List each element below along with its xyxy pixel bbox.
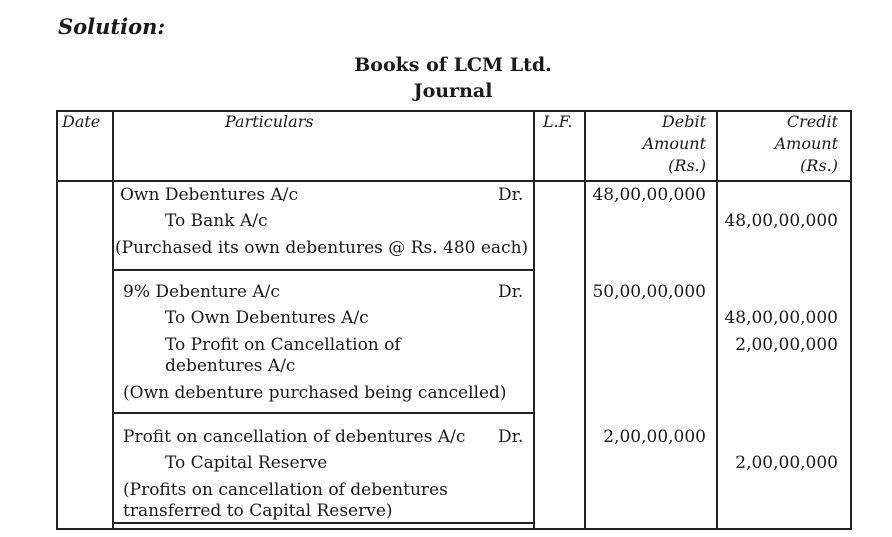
debit-account: Own Debentures A/c (120, 185, 299, 205)
header-particulars: Particulars (225, 112, 314, 131)
header-credit: (Rs.) (800, 156, 838, 175)
entry-divider (112, 522, 533, 524)
credit-account: To Own Debentures A/c (165, 308, 369, 328)
entry-divider (112, 269, 533, 271)
narration: (Profits on cancellation of debentures (123, 480, 448, 500)
debit-amount: 50,00,00,000 (592, 282, 706, 302)
header-credit: Amount (774, 134, 838, 153)
header-debit: Amount (642, 134, 706, 153)
journal-title: Journal (413, 80, 493, 102)
header-debit: (Rs.) (668, 156, 706, 175)
header-divider (56, 180, 850, 182)
credit-account: debentures A/c (165, 356, 296, 376)
solution-heading: Solution: (58, 14, 166, 39)
header-lf: L.F. (543, 112, 573, 131)
debit-amount: 2,00,00,000 (603, 427, 706, 447)
particulars-column-divider (533, 110, 535, 528)
entry-divider (112, 412, 533, 414)
credit-account: To Capital Reserve (165, 453, 328, 473)
credit-amount: 48,00,00,000 (724, 211, 838, 231)
dr-marker: Dr. (498, 185, 524, 205)
credit-account: To Bank A/c (165, 211, 268, 231)
dr-marker: Dr. (498, 427, 524, 447)
narration: (Purchased its own debentures @ Rs. 480 each) (115, 238, 529, 258)
book-title: Books of LCM Ltd. (354, 54, 552, 76)
lf-column-divider (584, 110, 586, 528)
narration: (Own debenture purchased being cancelled) (123, 383, 507, 403)
date-column-divider (112, 110, 114, 528)
header-date: Date (62, 112, 101, 131)
credit-amount: 2,00,00,000 (735, 335, 838, 355)
credit-amount: 48,00,00,000 (724, 308, 838, 328)
debit-account: 9% Debenture A/c (123, 282, 280, 302)
debit-column-divider (716, 110, 718, 528)
dr-marker: Dr. (498, 282, 524, 302)
credit-amount: 2,00,00,000 (735, 453, 838, 473)
credit-account: To Profit on Cancellation of (165, 335, 401, 355)
debit-account: Profit on cancellation of debentures A/c (123, 427, 466, 447)
narration: transferred to Capital Reserve) (123, 501, 393, 521)
debit-amount: 48,00,00,000 (592, 185, 706, 205)
header-credit: Credit (786, 112, 838, 131)
header-debit: Debit (661, 112, 706, 131)
journal-table (56, 110, 850, 528)
